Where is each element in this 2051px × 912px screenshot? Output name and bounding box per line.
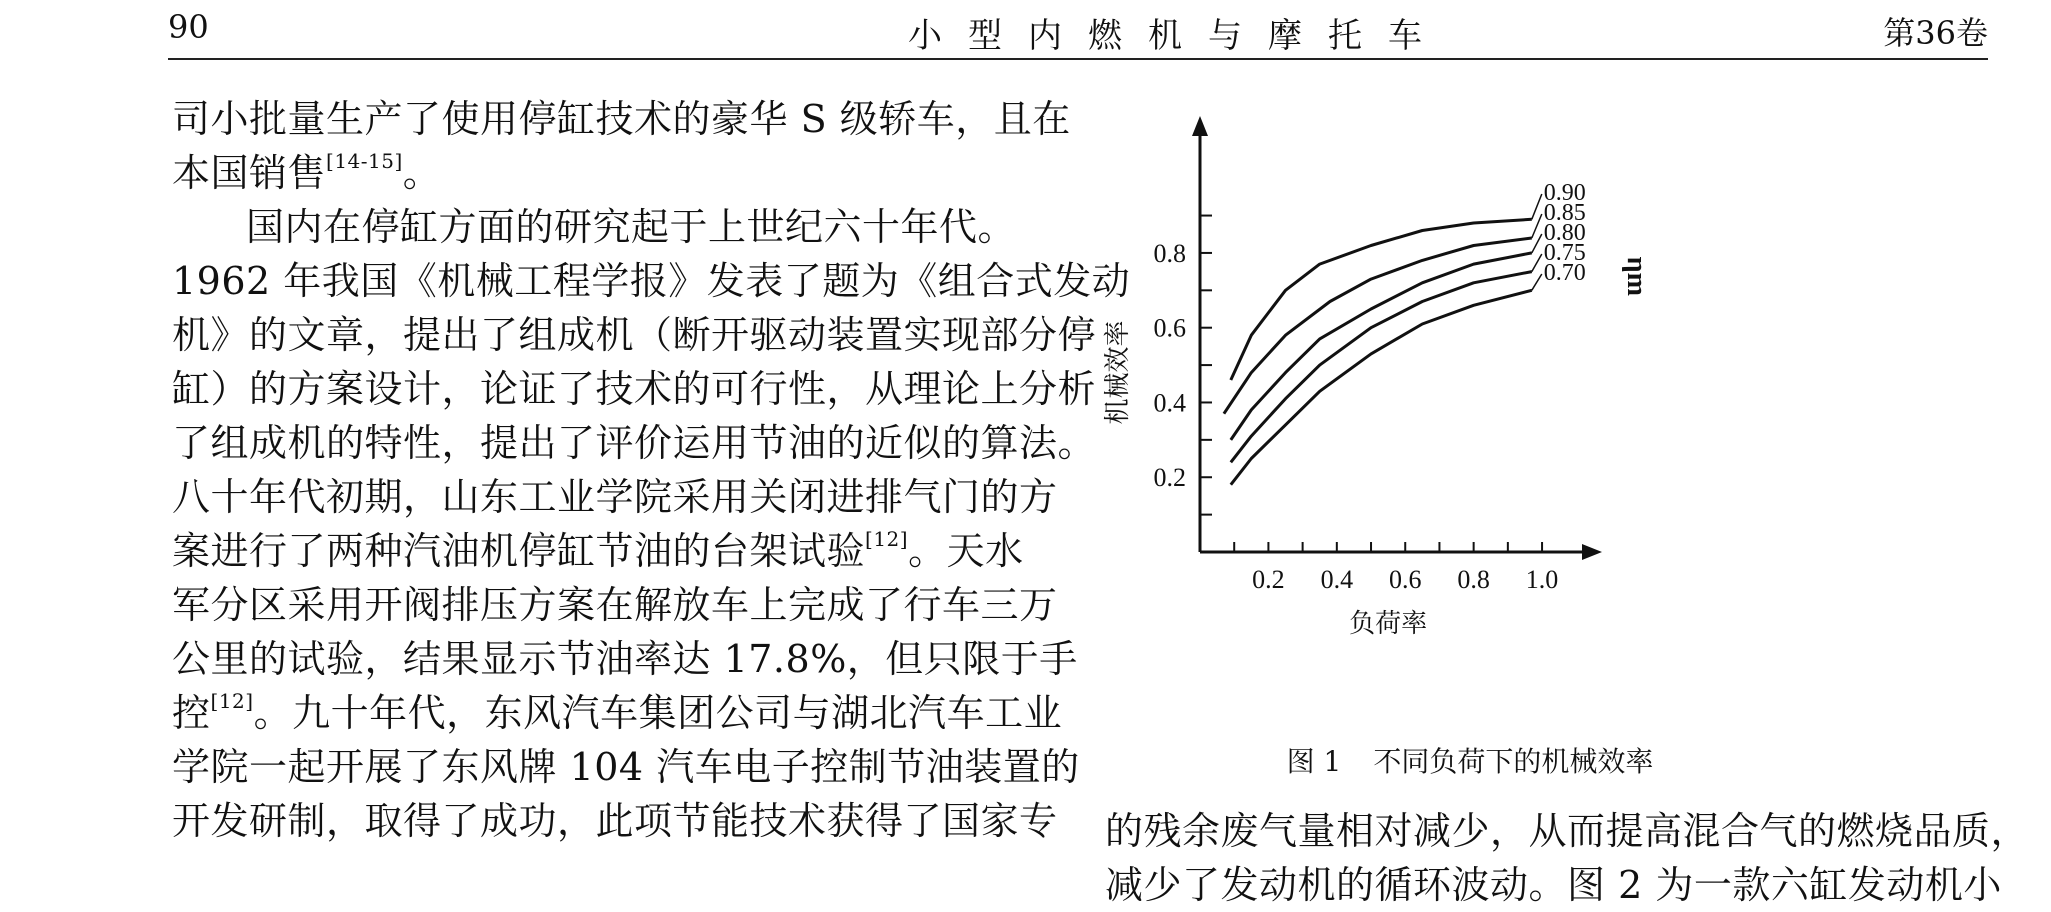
series-leader	[1532, 274, 1542, 290]
series-label: 0.90	[1543, 180, 1586, 206]
text-run: 学院一起开展了东风牌 104 汽车电子控制节油装置的	[172, 745, 1080, 789]
series-label: 0.75	[1543, 240, 1586, 266]
citation-ref: [12]	[865, 527, 909, 551]
y-tick-label: 0.8	[1153, 238, 1186, 268]
text-run: 控	[172, 691, 211, 735]
caption-number: 图 1	[1286, 745, 1342, 778]
text-run: 开发研制，取得了成功，此项节能技术获得了国家专	[172, 799, 1058, 843]
series-label: 0.70	[1543, 260, 1586, 286]
text-run: 减少了发动机的循环波动。图 2 为一款六缸发动机小	[1105, 863, 2002, 907]
left-col-line	[172, 740, 1080, 794]
text-run: 国内在停缸方面的研究起于上世纪六十年代。	[246, 205, 1017, 249]
series-label: 0.85	[1543, 200, 1586, 226]
x-axis-arrow	[1582, 544, 1602, 560]
page-number: 90	[168, 8, 209, 46]
left-col-line	[172, 632, 1078, 686]
left-col-line	[172, 362, 1097, 416]
y-tick-label: 0.2	[1153, 463, 1186, 493]
left-col-line	[172, 470, 1058, 524]
left-col-line	[172, 146, 1032, 200]
series-leader	[1532, 214, 1542, 238]
text-run: 公里的试验，结果显示节油率达 17.8%，但只限于手	[172, 637, 1078, 681]
left-col-line	[172, 524, 1032, 578]
left-col-line	[172, 200, 1032, 254]
x-tick-label: 0.2	[1252, 565, 1285, 594]
text-run: 了组成机的特性，提出了评价运用节油的近似的算法。	[172, 421, 1097, 465]
figure-caption	[1090, 740, 1850, 780]
left-col-line	[172, 308, 1097, 362]
text-run: 本国销售	[172, 151, 327, 195]
text-run: 1962 年我国《机械工程学报》发表了题为《组合式发动	[172, 259, 1131, 303]
left-col-line	[172, 92, 1071, 146]
left-col-line	[172, 578, 1058, 632]
left-col-line	[172, 254, 1131, 308]
series-leader	[1532, 254, 1542, 272]
left-col-line	[172, 686, 1063, 740]
text-run: 案进行了两种汽油机停缸节油的台架试验	[172, 529, 866, 573]
y-axis-title: 机械效率	[1103, 320, 1132, 425]
volume-label: 第36卷	[1883, 14, 1988, 52]
series-leader	[1532, 194, 1542, 219]
text-run: 的残余废气量相对减少，从而提高混合气的燃烧品质，	[1105, 809, 2030, 853]
left-col-line	[172, 416, 1097, 470]
y-tick-label: 0.6	[1153, 313, 1186, 343]
citation-ref: [12]	[210, 689, 254, 713]
series-leader	[1532, 234, 1542, 253]
caption-text: 不同负荷下的机械效率	[1373, 745, 1654, 778]
right-col-line	[1105, 804, 2030, 858]
right-text-column	[1105, 804, 2030, 912]
x-axis-title: 负荷率	[1349, 609, 1428, 638]
efficiency-symbol: ηm	[1621, 256, 1653, 296]
text-run: 缸）的方案设计，论证了技术的可行性，从理论上分析	[172, 367, 1097, 411]
y-tick-label: 0.4	[1153, 388, 1186, 418]
citation-ref: [14-15]	[326, 149, 403, 173]
x-tick-label: 0.8	[1457, 565, 1490, 594]
y-axis-arrow	[1192, 116, 1208, 136]
text-run: 司小批量生产了使用停缸技术的豪华 S 级轿车，且在	[172, 97, 1071, 141]
x-tick-label: 0.4	[1320, 565, 1354, 594]
left-col-line	[172, 794, 1058, 848]
x-tick-label: 0.6	[1388, 565, 1422, 594]
running-header	[168, 8, 1988, 56]
right-col-line	[1105, 858, 2002, 912]
text-run: 军分区采用开阀排压方案在解放车上完成了行车三万	[172, 583, 1058, 627]
text-run: 。	[402, 151, 442, 195]
text-run: 。天水	[908, 529, 1024, 573]
text-run: 机》的文章，提出了组成机（断开驱动装置实现部分停	[172, 313, 1097, 357]
series-label: 0.80	[1543, 220, 1586, 246]
text-run: 八十年代初期，山东工业学院采用关闭进排气门的方	[172, 475, 1058, 519]
journal-title: 小型内燃机与摩托车	[908, 16, 1448, 56]
header-rule	[168, 58, 1988, 60]
figure-1	[1090, 110, 1850, 790]
text-run: 。九十年代，东风汽车集团公司与湖北汽车工业	[253, 691, 1063, 735]
efficiency-chart	[1090, 110, 1850, 730]
x-tick-label: 1.0	[1525, 565, 1559, 594]
series-line-0.70	[1231, 290, 1532, 484]
